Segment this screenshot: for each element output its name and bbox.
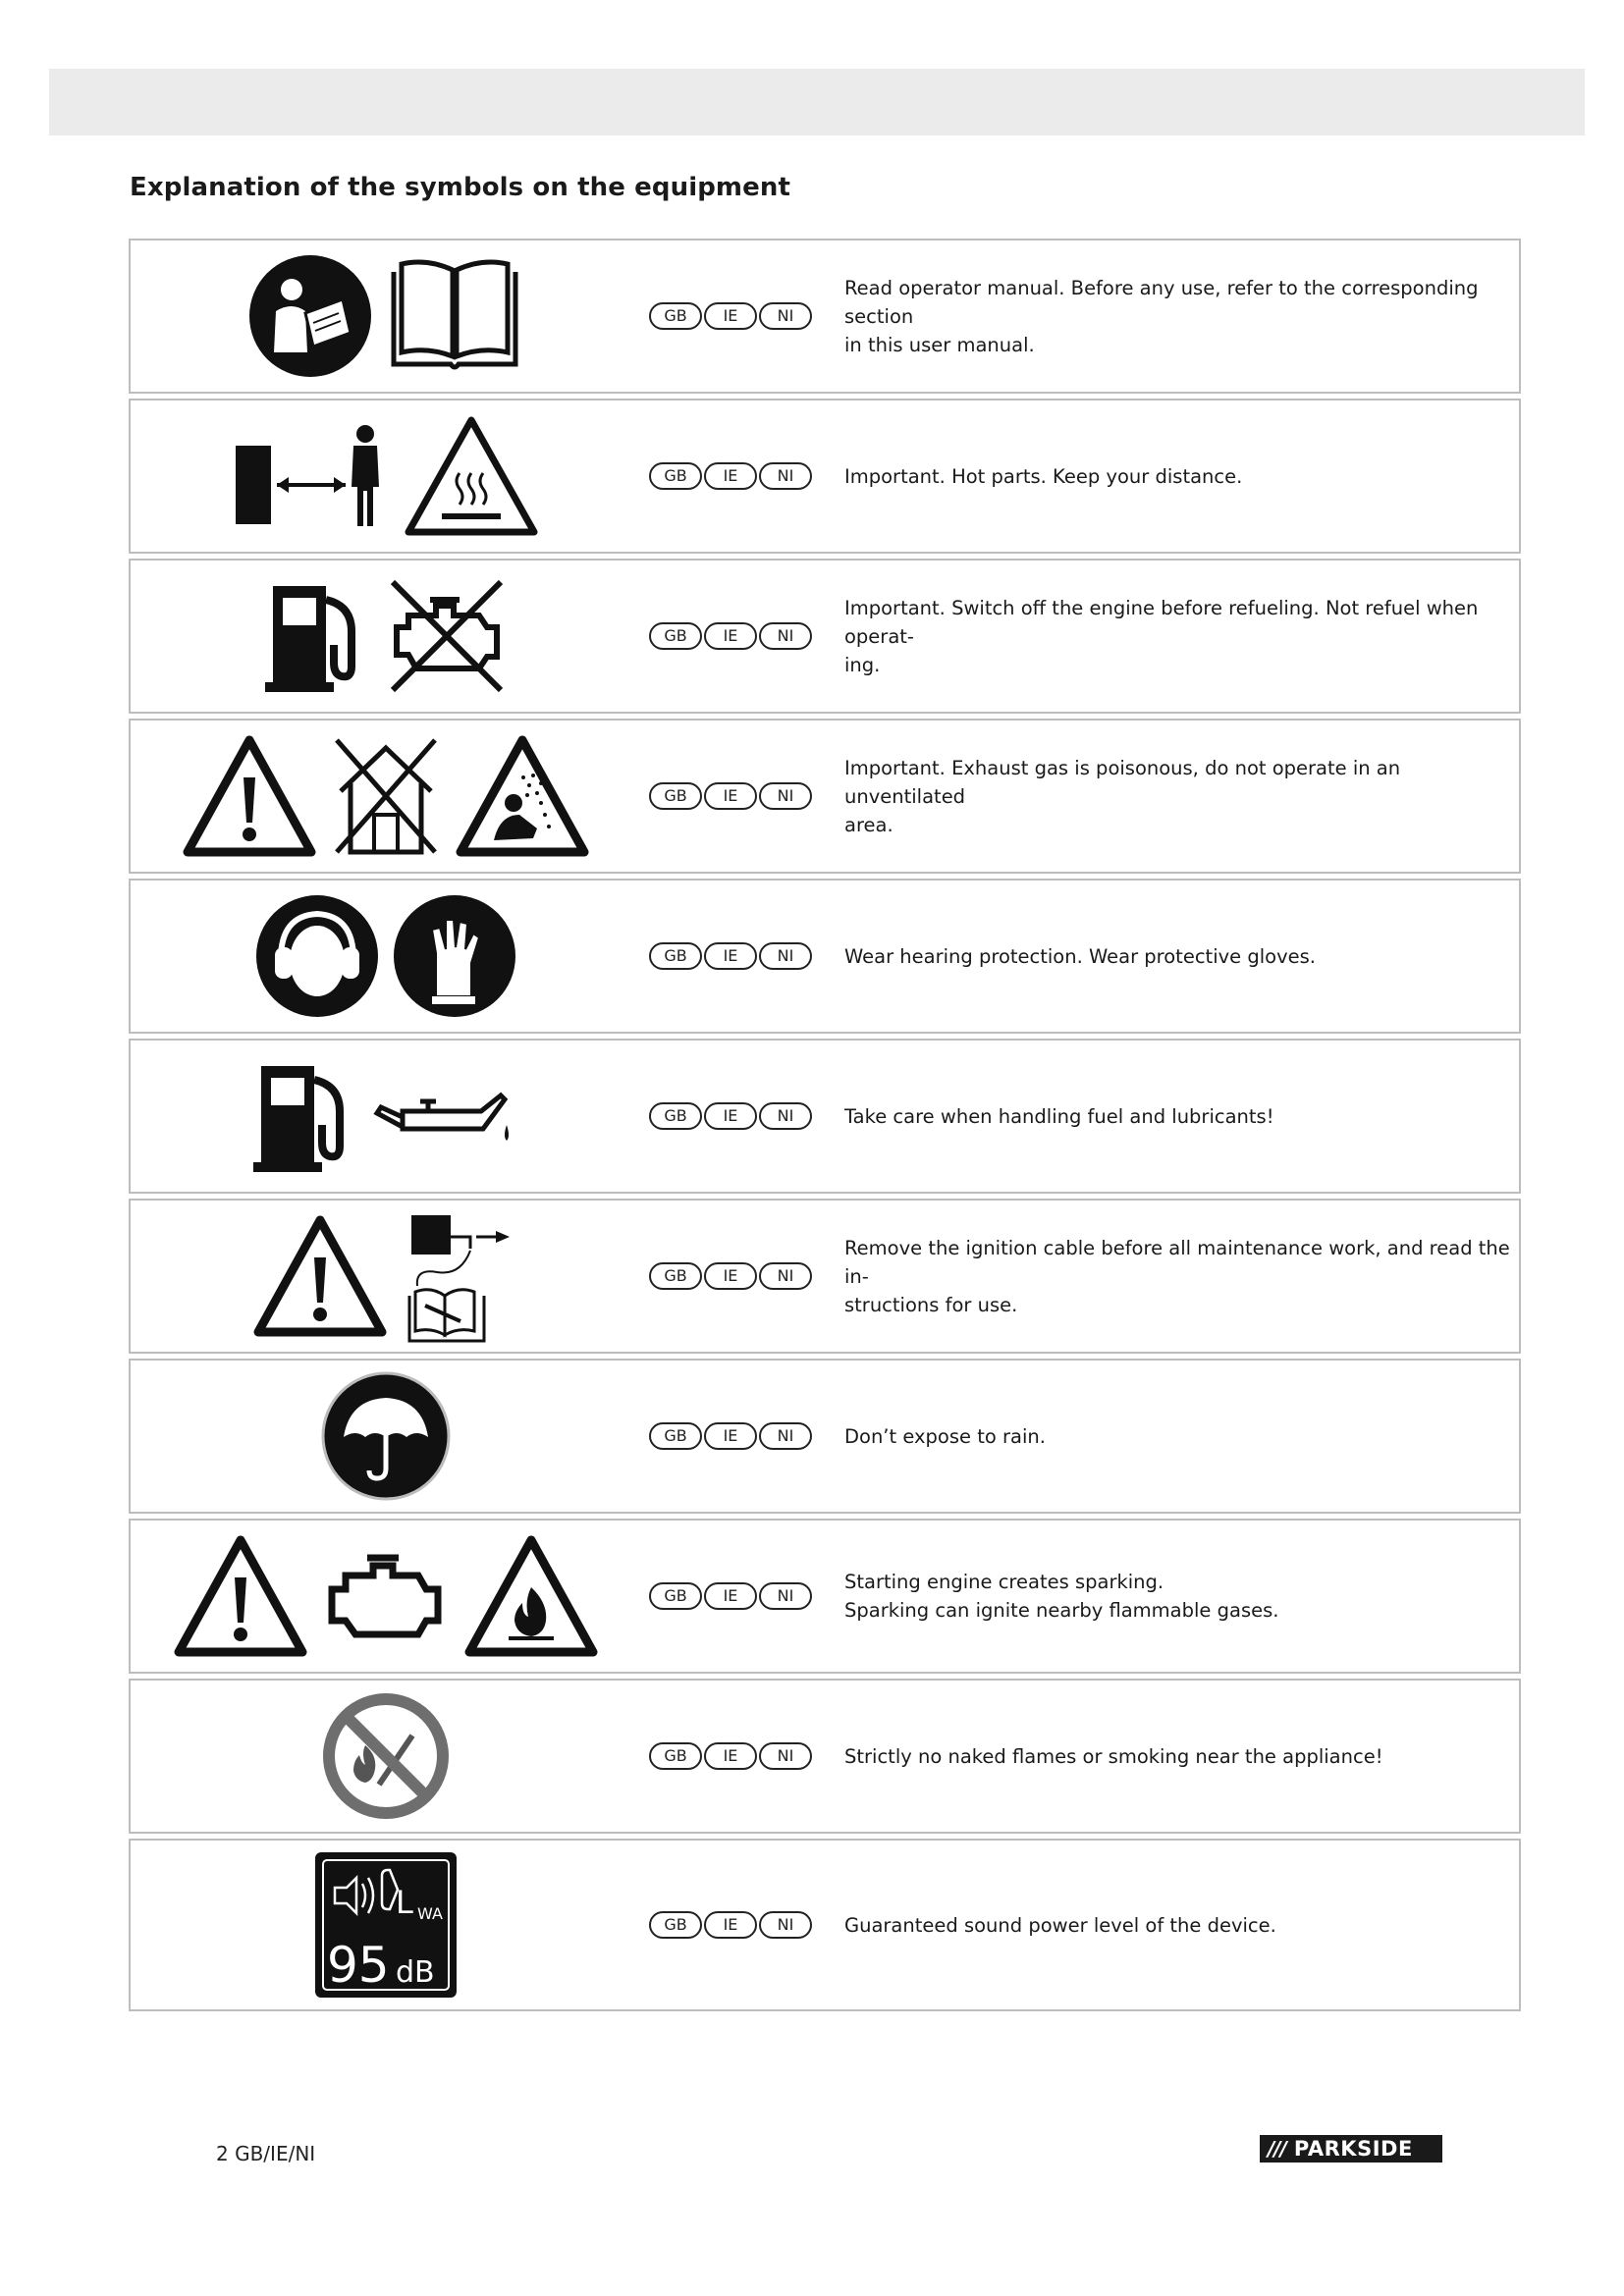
description-line: in this user manual.: [844, 333, 1035, 356]
symbol-icons: [131, 1361, 641, 1512]
lang-ie: IE: [704, 1911, 757, 1939]
lang-gb: GB: [649, 782, 702, 810]
symbol-row-ignition-cable: [129, 1199, 1521, 1354]
logo-mark: ///: [1268, 2137, 1286, 2161]
symbol-row-sound-level: [129, 1839, 1521, 2011]
symbol-row-rain: [129, 1359, 1521, 1514]
description-line: Starting engine creates sparking.: [844, 1571, 1164, 1593]
no-naked-flames-icon: [320, 1690, 452, 1822]
language-codes: [649, 881, 812, 1032]
language-codes: [649, 1041, 812, 1192]
symbol-icons: [131, 1681, 641, 1832]
parkside-logo: [1260, 2135, 1442, 2163]
lang-ni: NI: [759, 1582, 812, 1610]
symbol-icons: [131, 240, 641, 392]
lang-ie: IE: [704, 782, 757, 810]
symbol-row-sparking: [129, 1519, 1521, 1674]
symbol-description: [844, 561, 1512, 712]
lang-ni: NI: [759, 302, 812, 330]
sound-label-unit: dB: [396, 1955, 435, 1990]
general-warning-icon: [173, 1534, 308, 1658]
sound-power-level-icon: [313, 1850, 459, 2000]
lang-ie: IE: [704, 622, 757, 650]
description-line: Important. Switch off the engine before refueling. Not refuel when operat-: [844, 596, 1479, 648]
lang-ie: IE: [704, 1422, 757, 1450]
symbol-description: [844, 1041, 1512, 1192]
lang-ie: IE: [704, 462, 757, 490]
description-line: Don’t expose to rain.: [844, 1424, 1046, 1448]
lang-gb: GB: [649, 942, 702, 970]
description-line: Sparking can ignite nearby flammable gases.: [844, 1599, 1279, 1622]
symbol-description: [844, 240, 1512, 392]
description-line: structions for use.: [844, 1293, 1018, 1316]
crossed-engine-icon: [385, 576, 509, 696]
description-line: Remove the ignition cable before all maintenance work, and read the in-: [844, 1236, 1510, 1288]
description-line: Important. Hot parts. Keep your distance.: [844, 464, 1243, 488]
symbol-row-hot-parts: [129, 399, 1521, 554]
lang-gb: GB: [649, 1742, 702, 1770]
symbol-description: [844, 1521, 1512, 1672]
read-manual-person-icon: [248, 254, 372, 378]
symbol-description: [844, 1201, 1512, 1352]
symbol-row-fuel-lubricants: [129, 1039, 1521, 1194]
description-line: Take care when handling fuel and lubricants!: [844, 1104, 1274, 1128]
general-warning-icon: [252, 1214, 388, 1338]
lang-gb: GB: [649, 1102, 702, 1130]
lang-gb: GB: [649, 1262, 702, 1290]
language-codes: [649, 1521, 812, 1672]
symbol-row-no-flames: [129, 1679, 1521, 1834]
flammable-warning-icon: [463, 1534, 599, 1658]
language-codes: [649, 561, 812, 712]
symbol-icons: [131, 721, 641, 872]
lang-ni: NI: [759, 622, 812, 650]
keep-distance-icon: [232, 422, 389, 530]
sound-label-value: 95: [327, 1937, 390, 1994]
description-line: area.: [844, 813, 893, 836]
description-line: Important. Exhaust gas is poisonous, do not operate in an unventilated: [844, 756, 1401, 808]
symbol-description: [844, 1681, 1512, 1832]
lang-ie: IE: [704, 1582, 757, 1610]
header-band: [49, 69, 1585, 135]
symbol-description: [844, 400, 1512, 552]
symbol-icons: [131, 1201, 641, 1352]
sound-label-l: L: [396, 1884, 413, 1921]
lang-ie: IE: [704, 942, 757, 970]
symbol-description: [844, 881, 1512, 1032]
symbol-icons: [131, 1841, 641, 2009]
symbol-icons: [131, 561, 641, 712]
lang-ni: NI: [759, 1911, 812, 1939]
description-line: Strictly no naked flames or smoking near the appliance!: [844, 1744, 1383, 1768]
oil-can-icon: [373, 1072, 520, 1160]
symbol-description: [844, 721, 1512, 872]
lang-gb: GB: [649, 1582, 702, 1610]
symbol-table: [129, 239, 1521, 2016]
symbol-row-exhaust-gas: [129, 719, 1521, 874]
lang-ie: IE: [704, 1262, 757, 1290]
language-codes: [649, 1201, 812, 1352]
lang-ni: NI: [759, 462, 812, 490]
remove-ignition-cable-icon: [402, 1207, 519, 1345]
lang-ni: NI: [759, 1102, 812, 1130]
lang-ni: NI: [759, 1422, 812, 1450]
description-line: Read operator manual. Before any use, refer to the corresponding section: [844, 276, 1479, 328]
description-line: ing.: [844, 653, 881, 676]
lang-gb: GB: [649, 1911, 702, 1939]
description-line: Wear hearing protection. Wear protective gloves.: [844, 944, 1316, 968]
language-codes: [649, 240, 812, 392]
symbol-icons: [131, 400, 641, 552]
lang-ni: NI: [759, 782, 812, 810]
logo-text: PARKSIDE: [1293, 2137, 1413, 2161]
symbol-icons: [131, 1521, 641, 1672]
symbol-row-protection: [129, 879, 1521, 1034]
language-codes: [649, 400, 812, 552]
lang-gb: GB: [649, 1422, 702, 1450]
lang-ni: NI: [759, 942, 812, 970]
symbol-row-read-manual: [129, 239, 1521, 394]
protective-gloves-icon: [393, 894, 516, 1018]
fuel-pump-icon: [251, 1056, 359, 1176]
general-warning-icon: [182, 734, 317, 858]
language-codes: [649, 1841, 812, 2009]
description-line: Guaranteed sound power level of the device.: [844, 1913, 1276, 1937]
lang-gb: GB: [649, 302, 702, 330]
language-codes: [649, 1681, 812, 1832]
language-codes: [649, 1361, 812, 1512]
open-book-icon: [386, 254, 523, 378]
symbol-icons: [131, 881, 641, 1032]
symbol-icons: [131, 1041, 641, 1192]
umbrella-icon: [320, 1370, 452, 1502]
lang-ie: IE: [704, 302, 757, 330]
symbol-description: [844, 1361, 1512, 1512]
hearing-protection-icon: [255, 894, 379, 1018]
engine-icon: [322, 1542, 450, 1650]
lang-gb: GB: [649, 622, 702, 650]
sound-label-sub: WA: [417, 1904, 443, 1923]
symbol-description: [844, 1841, 1512, 2009]
hot-surface-warning-icon: [403, 414, 540, 538]
lang-gb: GB: [649, 462, 702, 490]
lang-ni: NI: [759, 1262, 812, 1290]
page-title: Explanation of the symbols on the equipment: [130, 173, 790, 202]
toxic-gas-warning-icon: [455, 734, 590, 858]
lang-ie: IE: [704, 1742, 757, 1770]
page-number: 2 GB/IE/NI: [216, 2142, 316, 2165]
lang-ie: IE: [704, 1102, 757, 1130]
crossed-house-icon: [331, 734, 441, 858]
fuel-pump-icon: [263, 576, 371, 696]
language-codes: [649, 721, 812, 872]
symbol-row-refueling: [129, 559, 1521, 714]
lang-ni: NI: [759, 1742, 812, 1770]
